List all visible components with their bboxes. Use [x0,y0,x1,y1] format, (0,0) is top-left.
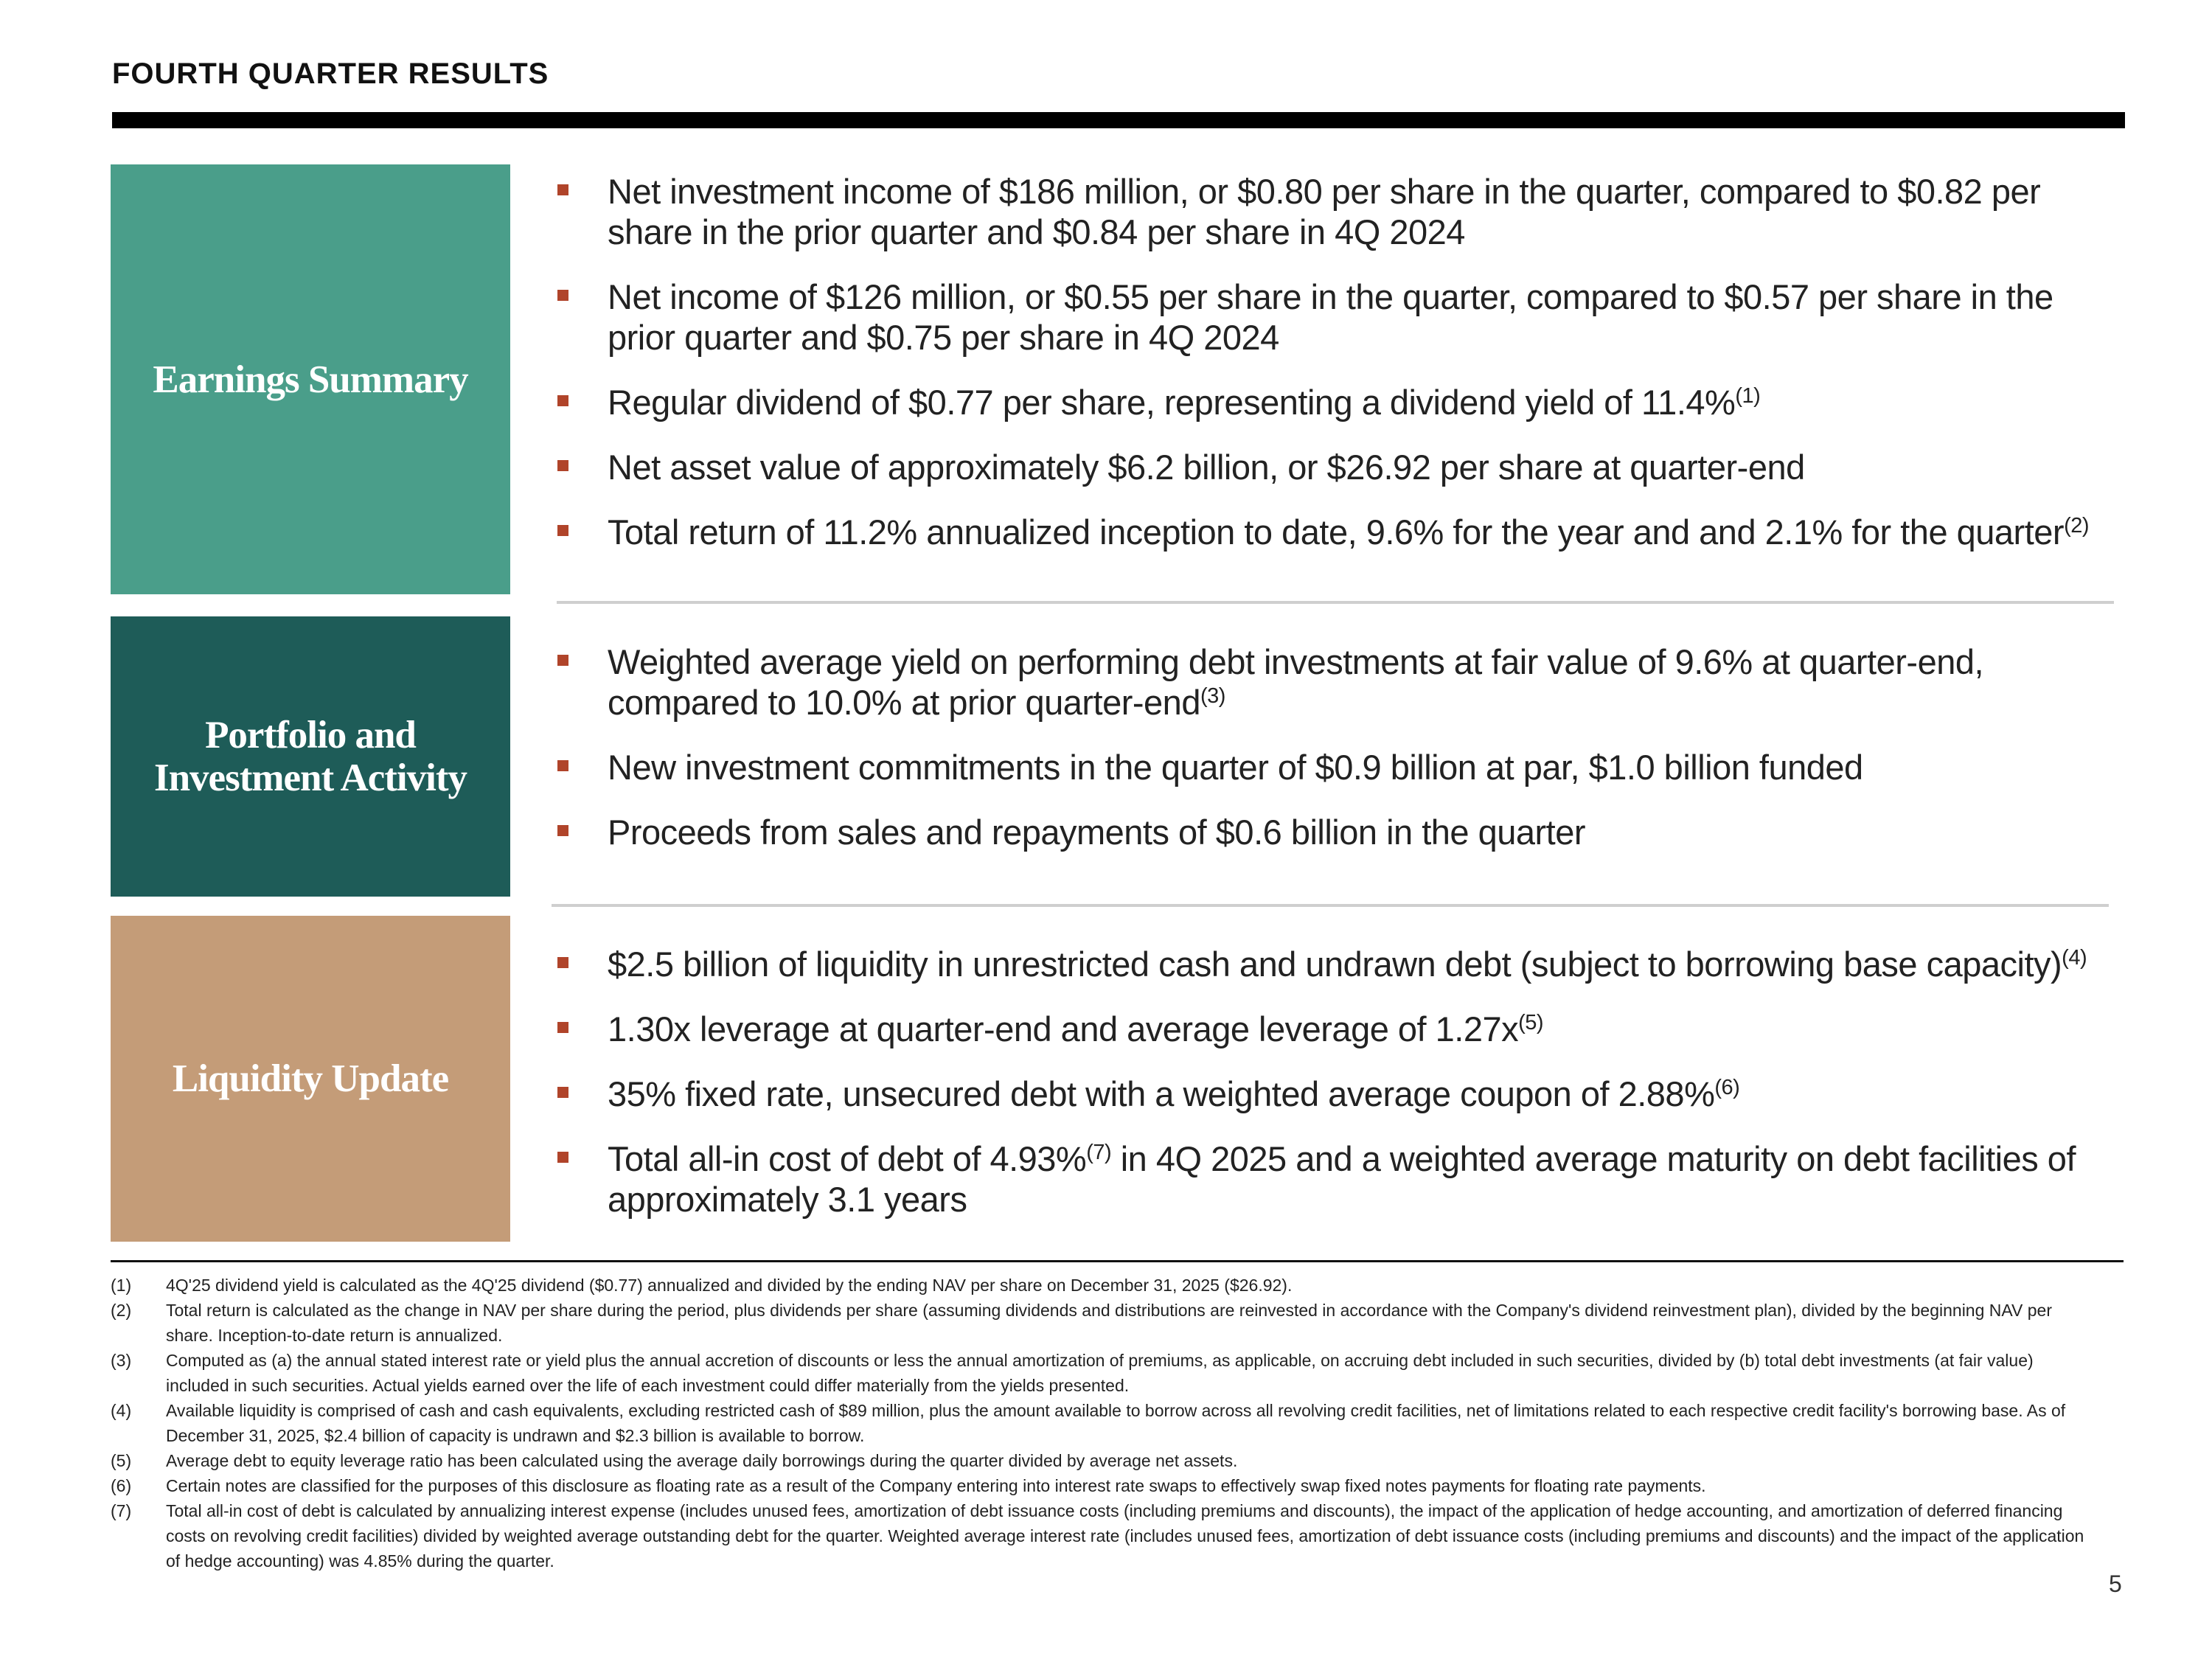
portfolio-activity-block [111,616,510,897]
footnotes [111,1273,2087,1573]
bullet-text: New investment commitments in the quarter of $0.9 billion at par, $1.0 billion funded [608,748,1863,787]
bullet-text: Regular dividend of $0.77 per share, representing a dividend yield of 11.4% [608,383,1736,422]
liquidity-update-label: Liquidity Update [172,1057,449,1100]
liquidity-update-block [111,916,510,1242]
bullet-square-icon [557,1022,568,1033]
footnote-number: (5) [111,1451,132,1470]
bullet-item [554,944,2118,984]
bullet-item [554,747,2118,787]
footnote-number: (4) [111,1401,132,1420]
portfolio-activity-label [154,714,467,799]
bullet-square-icon [557,1152,568,1163]
footnote-number: (1) [111,1276,132,1295]
footnote-rule [111,1260,2124,1262]
section-divider [552,904,2109,907]
title-rule [112,112,2125,128]
footnote-text: Total return is calculated as the change in NAV per share during the period, plus dividends per share (assuming dividends and distributions are reinvested in accordance with the Company's dividend reinvestment plan), divided by the beginning NAV per share. Inception-to-date return is annualized. [166,1301,2052,1345]
page-title: FOURTH QUARTER RESULTS [112,58,549,90]
footnote-text: Computed as (a) the annual stated interest rate or yield plus the annual accretion of discounts or less the annual amortization of premiums, as applicable, on accruing debt included in such securities, divided by (b) total debt investments (at fair value) included in such securities. Actual yields earned over the life of each investment could differ materially from the yields presented. [166,1351,2034,1395]
bullet-square-icon [557,655,568,666]
bullet-square-icon [557,525,568,536]
bullet-text: Total return of 11.2% annualized inception to date, 9.6% for the year and and 2.1% for the quarter [608,512,2065,552]
footnote [111,1348,2087,1398]
bullet-square-icon [557,825,568,836]
footnote-text: Certain notes are classified for the purposes of this disclosure as floating rate as a result of the Company entering into interest rate swaps to effectively swap fixed notes payments for floating rate payments. [166,1476,1706,1495]
footnote-ref: (3) [1200,684,1225,708]
portfolio-bullet-list [554,641,2118,877]
bullet-text: Net investment income of $186 million, or $0.80 per share in the quarter, compared to $0.82 per share in the prior quarter and $0.84 per share in 4Q 2024 [608,172,2041,251]
bullet-text: Net income of $126 million, or $0.55 per share in the quarter, compared to $0.57 per share in the prior quarter and $0.75 per share in 4Q 2024 [608,277,2053,357]
footnote [111,1398,2087,1448]
bullet-item [554,641,2118,723]
footnote-ref: (2) [2064,514,2090,538]
footnote-text: Average debt to equity leverage ratio has been calculated using the average daily borrowings during the quarter divided by average net assets. [166,1451,1238,1470]
bullet-item [554,1074,2118,1114]
bullet-item [554,1009,2118,1049]
footnote-text: Available liquidity is comprised of cash and cash equivalents, excluding restricted cash of $89 million, plus the amount available to borrow across all revolving credit facilities, net of limitations related to each respective credit facility's borrowing base. As of December 31, 2025, $2.4 billion of capacity is undrawn and $2.3 billion is available to borrow. [166,1401,2066,1445]
footnote-ref: (7) [1086,1141,1112,1164]
bullet-square-icon [557,957,568,968]
bullet-text: Total all-in cost of debt of 4.93% [608,1139,1087,1178]
footnote [111,1298,2087,1348]
bullet-item [554,447,2118,487]
footnote-ref: (1) [1735,384,1761,408]
section-divider [557,601,2114,604]
footnote-number: (2) [111,1301,132,1320]
footnote [111,1498,2087,1573]
footnote-number: (6) [111,1476,132,1495]
footnote-text: 4Q'25 dividend yield is calculated as the 4Q'25 dividend ($0.77) annualized and divided by the ending NAV per share on December 31, 2025 ($26.92). [166,1276,1293,1295]
bullet-item [554,276,2118,358]
label-line: Portfolio and [205,714,416,757]
footnote [111,1473,2087,1498]
footnote-text: Total all-in cost of debt is calculated by annualizing interest expense (includes unused fees, amortization of debt issuance costs (including premiums and discounts), the impact of the application of hedge accounting, and amortization of deferred financing costs on revolving credit facilities) divided by weighted average outstanding debt for the quarter. Weighted average interest rate (includes unused fees, amortization of debt issuance costs (including premiums and discounts) and the impact of the application of hedge accounting) was 4.85% during the quarter. [166,1501,2084,1571]
bullet-item [554,171,2118,252]
bullet-square-icon [557,395,568,406]
label-line: Investment Activity [153,757,467,799]
bullet-item [554,382,2118,422]
bullet-text: Net asset value of approximately $6.2 billion, or $26.92 per share at quarter-end [608,448,1805,487]
bullet-square-icon [557,760,568,771]
bullet-square-icon [557,460,568,471]
footnote-number: (3) [111,1351,132,1370]
bullet-text-continued: in 4Q 2025 and a weighted average maturity on debt facilities of approximately 3.1 years [608,1139,2076,1219]
footnote-ref: (6) [1714,1076,1740,1099]
bullet-square-icon [557,290,568,301]
bullet-text: 35% fixed rate, unsecured debt with a weighted average coupon of 2.88% [608,1074,1715,1113]
footnote [111,1273,2087,1298]
bullet-square-icon [557,184,568,195]
bullet-text: Proceeds from sales and repayments of $0.6 billion in the quarter [608,813,1586,852]
earnings-summary-label: Earnings Summary [153,358,468,401]
bullet-text: Weighted average yield on performing debt investments at fair value of 9.6% at quarter-end, compared to 10.0% at prior quarter-end [608,642,1984,722]
earnings-bullet-list [554,171,2118,577]
bullet-square-icon [557,1087,568,1098]
liquidity-bullet-list [554,944,2118,1244]
footnote [111,1448,2087,1473]
earnings-summary-block [111,164,510,594]
footnote-ref: (5) [1518,1011,1544,1034]
bullet-text: $2.5 billion of liquidity in unrestricted cash and undrawn debt (subject to borrowing base capacity) [608,945,2062,984]
bullet-item [554,812,2118,852]
bullet-text: 1.30x leverage at quarter-end and average leverage of 1.27x [608,1009,1519,1048]
footnote-ref: (4) [2062,946,2087,970]
footnote-number: (7) [111,1501,132,1520]
bullet-item [554,1138,2118,1220]
bullet-item [554,512,2118,552]
page-number: 5 [2109,1571,2122,1597]
